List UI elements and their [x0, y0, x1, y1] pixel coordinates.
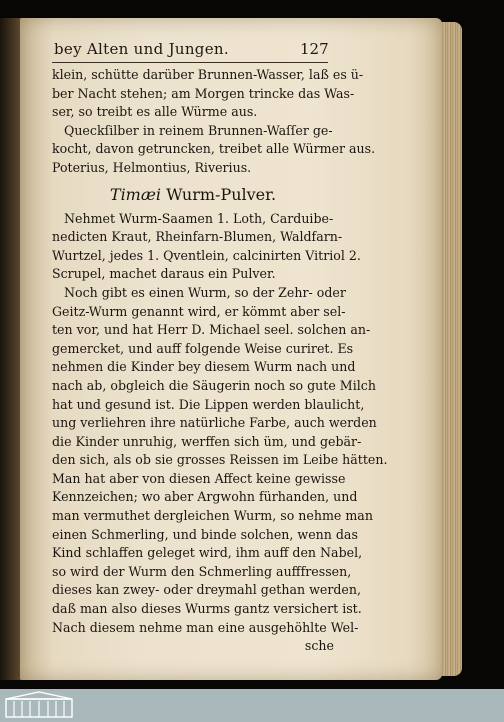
text-line: ser, so treibt es alle Würme aus. [52, 104, 258, 120]
text-line: gemercket, und auff folgende Weise curiret. Es [52, 340, 354, 356]
text-line: Man hat aber von diesen Affect keine gewisse [52, 470, 346, 486]
text-line: Kind schlaffen geleget wird, ihm auff den Nabel, [52, 545, 363, 561]
text-line: hat und gesund ist. Die Lippen werden blaulicht, [52, 396, 365, 412]
section-heading [52, 180, 334, 210]
text-line: Nach diesem nehme man eine ausgehöhlte Wel- [52, 619, 359, 635]
text-line: die Kinder unruhig, werffen sich üm, und gebär- [52, 433, 362, 449]
text-line: Noch gibt es einen Wurm, so der Zehr- oder [64, 284, 346, 300]
text-line: Poterius, Helmontius, Riverius. [52, 159, 252, 175]
text-line: Queckſilber in reinem Brunnen-Waſſer ge- [64, 122, 333, 138]
text-line: ber Nacht stehen; am Morgen trincke das Was- [52, 85, 355, 101]
heading-italic-part: Timæi [109, 184, 162, 204]
text-line: so wird der Wurm den Schmerling aufffressen, [52, 563, 352, 579]
text-line: ten vor, und hat Herr D. Michael seel. solchen an- [52, 322, 371, 338]
library-building-logo-icon [4, 691, 74, 719]
text-line: Kennzeichen; wo aber Argwohn fürhanden, und [52, 489, 358, 505]
text-line: man vermuthet dergleichen Wurm, so nehme man [52, 508, 373, 524]
text-line: den sich, als ob sie grosses Reissen im Leibe hätten. [52, 452, 388, 468]
text-line: Scrupel, machet daraus ein Pulver. [52, 266, 276, 282]
text-line: Geitz-Wurm genannt wird, er kömmt aber sel- [52, 303, 346, 319]
text-line: nach ab, obgleich die Säugerin noch so gute Milch [52, 377, 376, 393]
heading-main-part: Wurm-Pulver. [166, 184, 277, 204]
page-number: 127 [300, 40, 329, 58]
running-title: bey Alten und Jungen. [54, 40, 229, 58]
page-body [52, 66, 388, 656]
text-line: einen Schmerling, und binde solchen, wenn das [52, 526, 358, 542]
text-line: klein, schütte darüber Brunnen-Wasser, laß es ü- [52, 67, 364, 82]
viewer-footer-band [0, 689, 504, 722]
text-line: ung verliehren ihre natürliche Farbe, auch werden [52, 415, 377, 431]
catchword: sche [304, 638, 334, 654]
text-line: nedicten Kraut, Rheinfarn-Blumen, Waldfarn- [52, 229, 343, 245]
text-line: Wurtzel, jedes 1. Qventlein, calcinirten Vitriol 2. [52, 247, 361, 263]
text-line: kocht, davon getruncken, treibet alle Würmer aus. [52, 141, 376, 157]
text-line: Nehmet Wurm-Saamen 1. Loth, Carduibe- [64, 210, 334, 226]
text-line: daß man also dieses Wurms gantz versichert ist. [52, 601, 362, 617]
text-line: nehmen die Kinder bey diesem Wurm nach und [52, 359, 356, 375]
text-line: dieses kan zwey- oder dreymahl gethan werden, [52, 582, 361, 598]
